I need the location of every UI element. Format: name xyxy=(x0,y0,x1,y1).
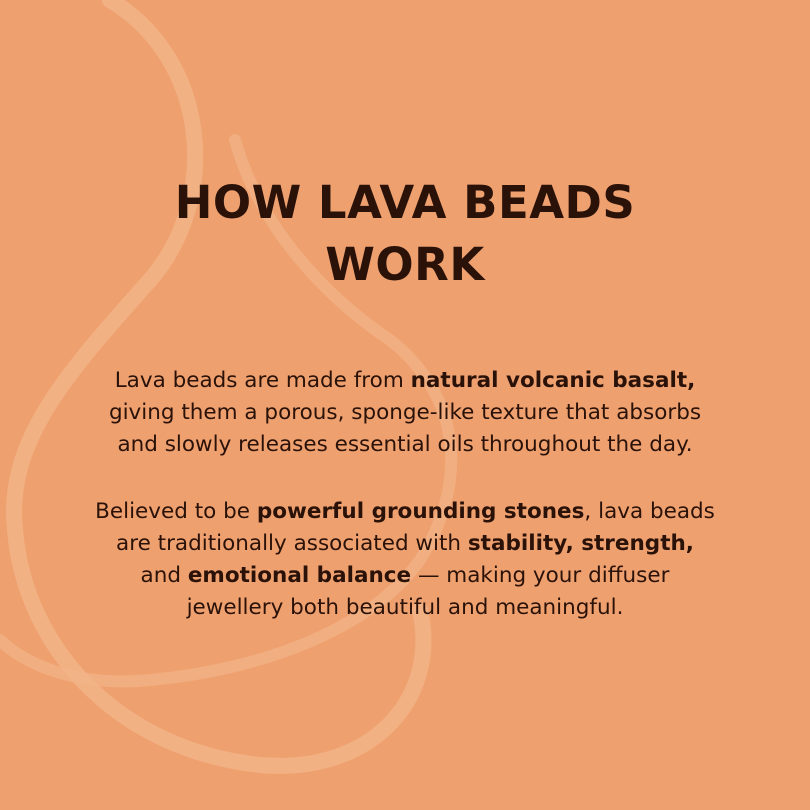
p2-text-6: jewellery both beautiful and meaningful. xyxy=(186,595,624,620)
p2-bold-3: emotional balance xyxy=(187,563,412,588)
p2-bold-1: powerful grounding stones xyxy=(256,499,585,524)
p2-bold-2: stability, strength, xyxy=(467,531,694,556)
p2-text-1: Believed to be xyxy=(95,499,257,524)
p1-text-2: giving them a porous, sponge-like texture that absorbs xyxy=(108,400,702,425)
p2-text-5: — making your diffuser xyxy=(411,563,670,588)
paragraph-basalt xyxy=(40,365,770,461)
title-line-2: WORK xyxy=(325,238,485,291)
title-line-1: HOW LAVA BEADS xyxy=(174,176,636,229)
page-title xyxy=(0,172,810,296)
p1-text-3: and slowly releases essential oils throughout the day. xyxy=(117,432,693,457)
p2-text-4: and xyxy=(140,563,188,588)
p2-text-2: , lava beads xyxy=(584,499,715,524)
paragraph-grounding xyxy=(40,496,770,624)
p1-text-1: Lava beads are made from xyxy=(114,368,411,393)
p2-text-3: are traditionally associated with xyxy=(116,531,468,556)
p1-bold-1: natural volcanic basalt, xyxy=(410,368,696,393)
